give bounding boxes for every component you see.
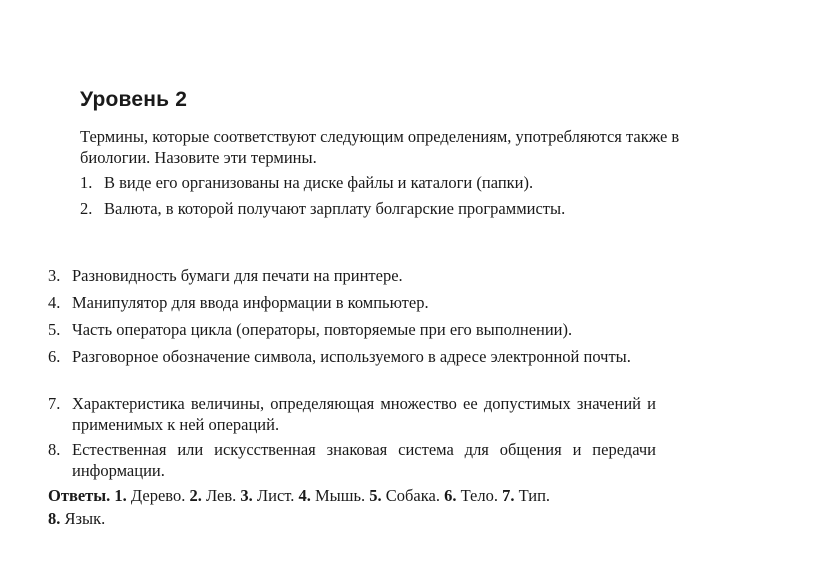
answer-word: Тело. bbox=[460, 486, 498, 505]
item-number: 6. bbox=[48, 347, 61, 366]
item-text: Разновидность бумаги для печати на принтере. bbox=[72, 266, 403, 285]
answer-number: 6. bbox=[444, 486, 457, 505]
list-item-2 bbox=[80, 198, 565, 219]
answer-number: 1. bbox=[114, 486, 127, 505]
answer-word: Собака. bbox=[385, 486, 440, 505]
item-number: 2. bbox=[80, 199, 93, 218]
answer-word: Язык. bbox=[64, 509, 106, 528]
item-number: 3. bbox=[48, 266, 61, 285]
list-item-5 bbox=[48, 319, 572, 340]
answer-number: 7. bbox=[502, 486, 515, 505]
answer-number: 3. bbox=[240, 486, 253, 505]
answer-word: Дерево. bbox=[130, 486, 186, 505]
answers-label: Ответы. bbox=[48, 486, 111, 505]
list-item-6 bbox=[48, 346, 656, 367]
list-item-4 bbox=[48, 292, 429, 313]
list-item-3 bbox=[48, 265, 403, 286]
answers-block bbox=[48, 484, 668, 530]
item-number: 7. bbox=[48, 394, 61, 413]
item-text: Часть оператора цикла (операторы, повторяемые при его выполнении). bbox=[72, 320, 573, 339]
item-number: 8. bbox=[48, 440, 61, 459]
item-text: В виде его организованы на диске файлы и каталоги (папки). bbox=[104, 173, 534, 192]
item-text: Валюта, в которой получают зарплату болгарские программисты. bbox=[104, 199, 566, 218]
task-intro: Термины, которые соответствуют следующим определениям, употребляются также в биологии. Назовите эти термины. bbox=[80, 127, 680, 167]
item-text: Характеристика величины, определяющая множество ее допустимых значений и применимых к ней операций. bbox=[72, 394, 656, 434]
answer-number: 5. bbox=[369, 486, 382, 505]
answer-number: 8. bbox=[48, 509, 61, 528]
list-item-1 bbox=[80, 172, 533, 193]
list-item-7 bbox=[48, 393, 656, 435]
level-heading: Уровень 2 bbox=[80, 88, 188, 111]
item-number: 4. bbox=[48, 293, 61, 312]
item-text: Манипулятор для ввода информации в компьютер. bbox=[72, 293, 429, 312]
list-item-8 bbox=[48, 439, 656, 481]
answer-word: Лист. bbox=[256, 486, 295, 505]
item-number: 5. bbox=[48, 320, 61, 339]
answer-word: Мышь. bbox=[315, 486, 366, 505]
answer-word: Лев. bbox=[205, 486, 237, 505]
answer-number: 2. bbox=[189, 486, 202, 505]
item-text: Естественная или искусственная знаковая система для общения и передачи информации. bbox=[72, 440, 656, 480]
answer-number: 4. bbox=[298, 486, 311, 505]
item-text: Разговорное обозначение символа, используемого в адресе электронной почты. bbox=[72, 347, 631, 366]
item-number: 1. bbox=[80, 173, 93, 192]
answer-word: Тип. bbox=[518, 486, 551, 505]
